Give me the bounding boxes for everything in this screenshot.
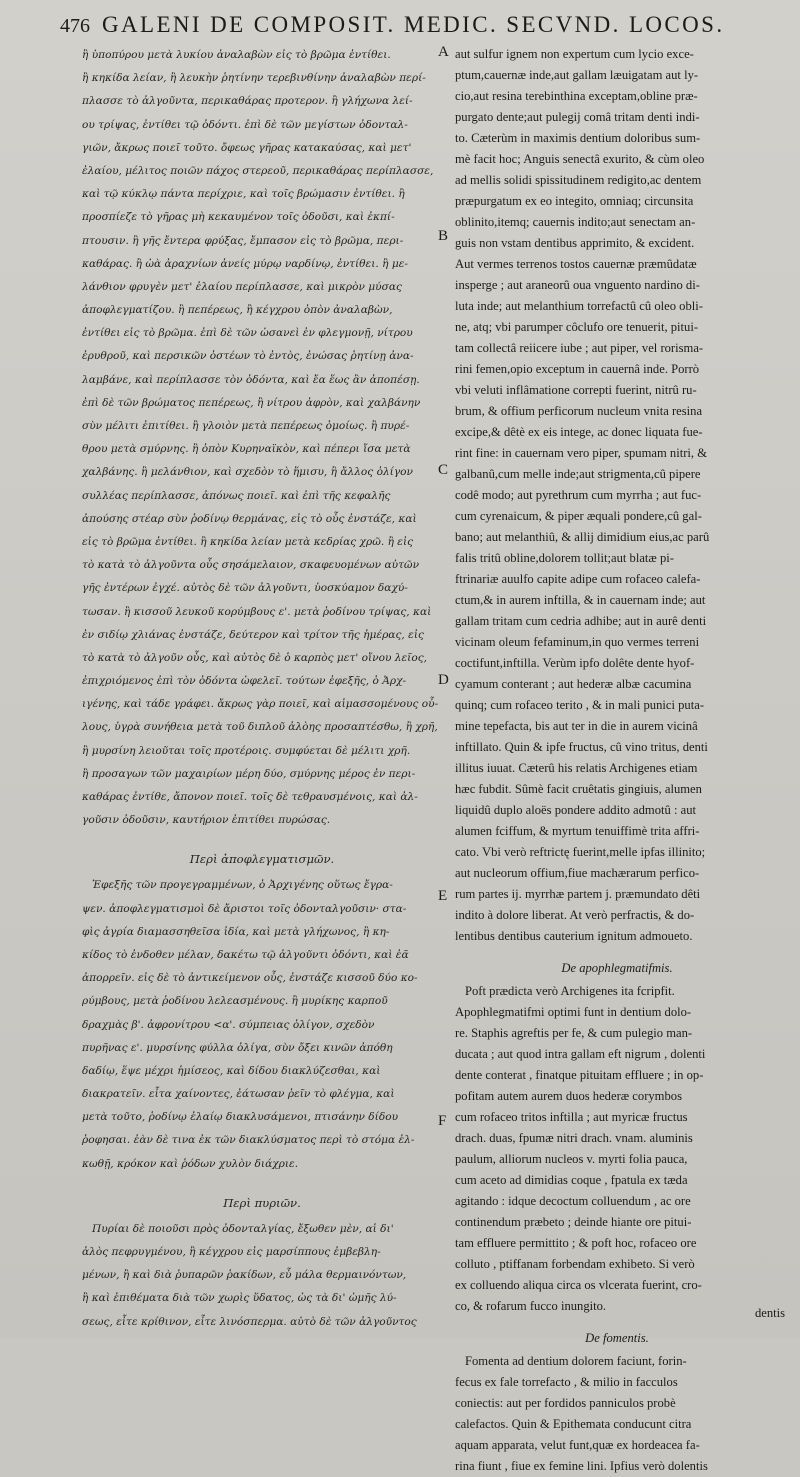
greek-text-line: ἐλαίου, μέλιτος ποιῶν πάχος στερεοῦ, περικαθάρας περίπλασσε, bbox=[82, 164, 434, 177]
latin-text-line: fecus ex fale torrefacto , & milio in facculos bbox=[455, 1375, 678, 1389]
greek-text-line: ἐρυθροῦ, καὶ περσικῶν ὀστέων τὸ ἐντὸς, ἐνώσας ῥητίνῃ ἀνα- bbox=[82, 350, 414, 363]
margin-letter-c: C bbox=[438, 462, 449, 478]
latin-text-line: paulum, alliorum nucleos v. myrti folia pauca, bbox=[455, 1152, 688, 1166]
greek-text-line: ἢ καὶ ἐπιθέματα διὰ τῶν χωρὶς ὕδατος, ὡς τὰ δι' ὠμῆς λύ- bbox=[82, 1292, 397, 1305]
latin-text-line: luta inde; aut melanthium torrefactû cû oleo obli- bbox=[455, 299, 703, 313]
greek-text-line: ἐπιχριόμενος ἐπὶ τὸν ὀδόντα ὠφελεῖ. τούτων ἐφεξῆς, ὁ Ἀρχ- bbox=[82, 675, 407, 688]
latin-text-line: rum partes ij. myrrhæ partem j. præmundato dêti bbox=[455, 887, 701, 901]
latin-text-line: continendum præbeto ; deinde hiante ore pitui- bbox=[455, 1215, 692, 1229]
greek-text-line: δαδίῳ, ἕψε μέχρι ἡμίσεος, καὶ δίδου διακλύζεσθαι, καὶ bbox=[82, 1064, 381, 1077]
greek-column bbox=[82, 44, 442, 1334]
latin-text-line: ex colluendo aliqua circa os vlcerata fuerint, cro- bbox=[455, 1278, 702, 1292]
greek-text-line: ἐπὶ δὲ τῶν βρώματος πεπέρεως, ἢ νίτρου ἀφρὸν, καὶ χαλβάνην bbox=[82, 396, 421, 409]
latin-text-line: Aut vermes terrenos tostos cauernæ præmûdatæ bbox=[455, 257, 697, 271]
greek-text-line: εἰς τὸ βρῶμα ἐντίθει. ἢ κηκίδα λείαν μετὰ κεδρίας χρῶ. ἢ εἰς bbox=[82, 535, 414, 548]
latin-text-line: coctifunt,inftilla. Verùm ipfo dolête dente hyof- bbox=[455, 656, 695, 670]
latin-text-line: agitando : idque decoctum colluendum , ac ore bbox=[455, 1194, 691, 1208]
greek-text-line: συλλέας περίπλασσε, ἀπόνως ποιεῖ. καὶ ἐπὶ τῆς κεφαλῆς bbox=[82, 489, 391, 502]
latin-text-line: brum, & offium perficorum nucleum vnita resina bbox=[455, 404, 703, 418]
greek-text-line: Πυρίαι δὲ ποιοῦσι πρὸς ὀδονταλγίας, ἔξωθεν μὲν, αἱ δι' bbox=[92, 1222, 394, 1235]
latin-text-line: rina fiunt , fiue ex femine lini. Ipfius verò dolentis bbox=[455, 1459, 708, 1473]
greek-text-line: ἀποφλεγματίζου. ἢ πεπέρεως, ἢ κέγχρου ὀπὸν ἀναλαβὼν, bbox=[82, 304, 393, 317]
latin-text-line: rint fine: in cauernam vero piper, spumam nitri, & bbox=[455, 446, 707, 460]
latin-text-line: mine tepefacta, bis aut ter in die in aurem vicinâ bbox=[455, 719, 698, 733]
greek-text-line: σὺν μέλιτι ἐπιτίθει. ἢ γλοιὸν μετὰ πεπέρεως ὁμοίως. ἢ πυρέ- bbox=[82, 420, 410, 432]
greek-text-line: λάνθιον φρυγὲν μετ' ἐλαίου περίπλασσε, καὶ μικρὸν μύσας bbox=[82, 280, 402, 293]
latin-text-line: inftillato. Quin & ipfe fructus, cû vino tritus, denti bbox=[455, 740, 708, 754]
latin-text-line: ftrinariæ auulfo capite adipe cum rofaceo calefa- bbox=[455, 572, 701, 586]
greek-text-line: γιῶν, ἄκρως ποιεῖ τοῦτο. ὄφεως γῆρας κατακαύσας, καὶ μετ' bbox=[82, 141, 412, 154]
latin-text-line: bano; aut melanthiû, & allij dimidium eius,ac parû bbox=[455, 530, 710, 544]
greek-text-line: τὸ κατὰ τὸ ἀλγοῦντα οὖς σησάμελαιον, σκαφευομένων αὐτῶν bbox=[82, 559, 420, 572]
greek-text-line: πυρῆνας ε'. μυρσίνης φύλλα ὀλίγα, σὺν ὄξει κινῶν ἀπόθη bbox=[82, 1041, 393, 1054]
greek-text-line: ἢ μυρσίνη λειοῦται τοῖς προτέροις. συμφύεται δὲ μέλιτι χρῆ. bbox=[82, 744, 411, 757]
latin-text-line: insperge ; aut araneorû oua vnguento nardino di- bbox=[455, 278, 700, 292]
latin-text-line: aquam apparata, velut funt,quæ ex hordeacea fa- bbox=[455, 1438, 700, 1452]
greek-text-line: ἢ κηκίδα λείαν, ἢ λευκὴν ῥητίνην τερεβινθίνην ἀναλαβὼν περί- bbox=[82, 72, 426, 85]
greek-text-line: πλασσε τὸ ἀλγοῦντα, περικαθάρας προτερον. ἢ γλήχωνα λεί- bbox=[82, 95, 413, 108]
latin-text-line: hæc fubdit. Sûmè facit cruêtatis gingiuis, alumen bbox=[455, 782, 702, 796]
margin-letter-d: D bbox=[438, 672, 449, 688]
greek-text-line: καθάρας ἐντίθε, ἄπονον ποιεῖ. τοῖς δὲ τεθραυσμένοις, καὶ ἀλ- bbox=[82, 791, 418, 803]
latin-section-heading: De apophlegmatifmis. bbox=[561, 961, 673, 975]
greek-text-line: λους, ὑγρὰ συνήθεια μετὰ τοῦ διπλοῦ ἀλὸης προσαπτέσθω, ἢ χρῆ, bbox=[82, 721, 438, 734]
latin-text-line: cum cyrenaicum, & piper æquali pondere,cû gal- bbox=[455, 509, 702, 523]
greek-text-line: ψεν. ἀποφλεγματισμοὶ δὲ ἄριστοι τοῖς ὀδονταλγοῦσιν· στα- bbox=[82, 902, 407, 915]
latin-text-line: rini femen,opio exceptum in cauernâ inde. Porrò bbox=[455, 362, 700, 376]
latin-text-line: ptum,cauernæ inde,aut gallam læuigatam aut ly- bbox=[455, 68, 699, 82]
greek-text-line: λαμβάνε, καὶ περίπλασσε τὸν ὀδόντα, καὶ ἔα ἕως ἂν ἀποπέσῃ. bbox=[82, 373, 420, 386]
latin-text-line: vbi veluti inflâmatione correpti fuerint, nitrû ru- bbox=[455, 383, 697, 397]
latin-text-line: ad mellis solidi spissitudinem redigito,ac dentem bbox=[455, 173, 702, 187]
greek-text-line: σεως, εἶτε κρίθινον, εἶτε λινόσπερμα. αὐτὸ δὲ τῶν ἀλγοῦντος bbox=[82, 1315, 417, 1328]
latin-text-line: codê modo; aut pyrethrum cum myrrha ; aut fuc- bbox=[455, 488, 702, 502]
greek-text-line: γῆς ἐντέρων ἐγχέ. αὐτὸς δὲ τῶν ἀλγοῦντι, ὑοσκύαμον δαχύ- bbox=[82, 582, 408, 595]
greek-text-line: ρύμβους, μετὰ ῥοδίνου λελεασμένους. ἢ μυρίκης καρποῦ bbox=[82, 995, 388, 1008]
greek-text-line: ἁλὸς πεφρυγμένου, ἢ κέγχρου εἰς μαρσίππους ἐμβεβλη- bbox=[82, 1246, 381, 1258]
latin-text-line: lentibus dentibus cauterium ignitum admoueto. bbox=[455, 929, 693, 943]
margin-letter-a: A bbox=[438, 44, 449, 60]
latin-text-line: guis non vstam dentibus apprimito, & excident. bbox=[455, 236, 695, 250]
greek-text-line: ἢ προσαγων τῶν μαχαιρίων μέρη δύο, σμύρνης μέρος ἐν περι- bbox=[82, 767, 416, 780]
greek-text-line: κίδος τὸ ἐνδοθεν μέλαν, δακέτω τῷ ἀλγοῦντι ὀδόντι, καὶ ἐᾶ bbox=[82, 948, 409, 961]
running-head: GALENI DE COMPOSIT. MEDIC. SECVND. LOCOS. bbox=[102, 12, 725, 37]
latin-text-line: cyamum conterant ; aut hederæ albæ cacumina bbox=[455, 677, 692, 691]
margin-letter-e: E bbox=[438, 888, 448, 904]
latin-text-line: liquidû duplo aloës pondere addito admotû : aut bbox=[455, 803, 696, 817]
latin-text-line: tam collectâ reiicere iube ; aut piper, vel rorisma- bbox=[455, 341, 704, 355]
latin-text-line: gallam tritam cum cedria adhibe; aut in aurê denti bbox=[455, 614, 707, 628]
greek-text-line: ῥοφησαι. ἐὰν δὲ τινα ἐκ τῶν διακλύσματος περὶ τὸ στόμα ἑλ- bbox=[82, 1134, 415, 1147]
page-number: 476 bbox=[60, 15, 90, 37]
latin-text-line: aut nucleorum offium,fiue machærarum perfico- bbox=[455, 866, 700, 880]
greek-text-line: γοῦσιν ὀδοῦσιν, καυτήριον ἐπιτίθει πυρώσας. bbox=[82, 814, 331, 827]
latin-text-line: vicinam oleum fefaminum,in quo vermes terreni bbox=[455, 635, 700, 649]
latin-text-line: ducata ; aut quod intra gallam eft nigrum , dolenti bbox=[455, 1047, 706, 1061]
latin-text-line: calefactos. Quin & Epithemata conducunt citra bbox=[455, 1417, 692, 1431]
margin-letter-b: B bbox=[438, 228, 449, 244]
greek-section-heading: Περὶ πυριῶν. bbox=[223, 1195, 301, 1210]
latin-text-line: purgato dente;aut pulegij comâ tritam denti indi- bbox=[455, 110, 700, 124]
greek-text-line: ἀπούσης στέαρ σὺν ῥοδίνῳ θερμάνας, εἰς τὸ οὖς ἐνστάζε, καὶ bbox=[82, 512, 417, 525]
margin-letter-f: F bbox=[438, 1113, 447, 1129]
latin-text-line: indito à dolore liberat. At verò perfractis, & do- bbox=[455, 908, 695, 922]
latin-text-line: ctum,& in aurem inftilla, & in cauernam inde; aut bbox=[455, 593, 706, 607]
greek-text-line: θρου μετὰ σμύρνης. ἢ ὀπὸν Κυρηναϊκὸν, καὶ πέπερι ἴσα μετὰ bbox=[82, 443, 411, 456]
latin-text-line: to. Cæterùm in maximis dentium doloribus sum- bbox=[455, 131, 701, 145]
latin-text-line: quinq; cum rofaceo terito , & in mali punici puta- bbox=[455, 698, 705, 712]
latin-text-line: mè facit hoc; Anguis senectâ exurito, & cùm oleo bbox=[455, 152, 705, 166]
greek-text-line: μετὰ τοῦτο, ῥοδίνῳ ἐλαίῳ διακλυσάμενοι, πτισάνην δίδου bbox=[82, 1111, 399, 1124]
page-header bbox=[60, 12, 800, 42]
greek-text-line: καθάρας. ἢ ὠὰ ἀραχνίων ἀνείς μύρῳ ναρδίνῳ, ἐντίθει. ἢ με- bbox=[82, 257, 408, 270]
latin-text-line: coniectis: aut per fordidos panniculos probè bbox=[455, 1396, 676, 1410]
greek-text-line: ἐντίθει εἰς τὸ βρῶμα. ἐπὶ δὲ τῶν ὡσανεὶ ἐν φλεγμονῇ, νίτρου bbox=[82, 327, 413, 340]
latin-text-line: ne, atq; vbi parumper côclufo ore tenuerit, pitui- bbox=[455, 320, 699, 334]
greek-text-line: χαλβάνης. ἢ μελάνθιον, καὶ σχεδὸν τὸ ἥμισυ, ἢ ἄλλος ὀλίγον bbox=[82, 466, 413, 479]
latin-text-line: præpurgatum ex eo integito, omniaq; circunsita bbox=[455, 194, 694, 208]
latin-text-line: excipe,& dêtè ex eis intege, ac donec liquata fue- bbox=[455, 425, 703, 439]
greek-text-line: Ἐφεξῆς τῶν προγεγραμμένων, ὁ Ἀρχιγένης οὕτως ἔγρα- bbox=[92, 879, 393, 892]
latin-text-line: alumen fciffum, & myrtum tenuiffimè trita affri- bbox=[455, 824, 700, 838]
greek-section-heading: Περὶ ἀποφλεγματισμῶν. bbox=[189, 852, 335, 867]
latin-text-line: Poft prædicta verò Archigenes ita fcripfit. bbox=[465, 984, 675, 998]
latin-column bbox=[455, 44, 779, 1477]
latin-text-line: galbanû,cum melle inde;aut strigmenta,cû pipere bbox=[455, 467, 701, 481]
greek-text-line: ἀπορρεῖν. εἰς δὲ τὸ ἀντικείμενον οὖς, ἐνστάζε κισσοῦ δύο κο- bbox=[82, 972, 418, 985]
latin-text-line: cum rofaceo tritos inftilla ; aut myricæ fructus bbox=[455, 1110, 688, 1124]
latin-text-line: tam effluere permittito ; & poft hoc, rofaceo ore bbox=[455, 1236, 697, 1250]
latin-text-line: re. Staphis agreftis per fe, & cum pulegio man- bbox=[455, 1026, 693, 1040]
latin-text-line: aut sulfur ignem non expertum cum lycio exce- bbox=[455, 47, 694, 61]
greek-text-line: προσπίεζε τὸ γῆρας μὴ κεκαυμένον τοῖς ὀδοῦσι, καὶ ἐκπί- bbox=[82, 211, 395, 224]
greek-text-line: δραχμὰς β'. ἀφρονίτρου <α'. σύμπειας ὀλίγον, σχεδὸν bbox=[82, 1018, 375, 1031]
latin-text-line: cio,aut resina terebinthina exceptam,obline præ- bbox=[455, 89, 698, 103]
greek-text-line: τὸ κατὰ τὸ ἀλγοῦν οὖς, καὶ αὐτὸς δὲ ὁ καρπὸς μετ' οἴνου λεῖος, bbox=[82, 651, 428, 664]
latin-text-line: drach. duas, fpumæ nitri drach. vnam. aluminis bbox=[455, 1131, 693, 1145]
latin-text-line: Apophlegmatifmi optimi funt in dentium dolo- bbox=[455, 1005, 692, 1019]
latin-text-line: pofitam autem aurem duos hederæ corymbos bbox=[455, 1089, 682, 1103]
latin-text-line: Fomenta ad dentium dolorem faciunt, forin- bbox=[465, 1354, 687, 1368]
latin-text-line: cum aceto ad dimidias coque , fpatula ex tæda bbox=[455, 1173, 688, 1187]
greek-text-line: ου τρίψας, ἐντίθει τῷ ὀδόντι. ἐπὶ δὲ τῶν μεγίστων ὀδονταλ- bbox=[82, 118, 408, 131]
latin-text-line: cato. Vbi verò reftrictę fuerint,melle ipfas illinito; bbox=[455, 845, 706, 859]
latin-text-line: illitus iuuat. Cæterû his relatis Archigenes etiam bbox=[455, 761, 698, 775]
greek-text-line: τωσαν. ἢ κισσοῦ λευκοῦ κορύμβους ε'. μετὰ ῥοδίνου τρίψας, καὶ bbox=[82, 605, 432, 618]
latin-text-line: oblinito,itemq; cauernis indito;aut senectam an- bbox=[455, 215, 696, 229]
greek-text-line: διακρατεῖν. εἶτα χαίνοντες, ἐάτωσαν ῥεῖν τὸ φλέγμα, καὶ bbox=[82, 1088, 395, 1101]
latin-text-line: falis tritû obline,dolorem tollit;aut blatæ pi- bbox=[455, 551, 674, 565]
greek-text-line: κωθῇ, κρόκον καὶ ῥόδων χυλὸν διάχριε. bbox=[82, 1157, 299, 1170]
catchword: dentis bbox=[755, 1306, 786, 1320]
greek-text-line: ἢ ὑποπύρου μετὰ λυκίου ἀναλαβὼν εἰς τὸ βρῶμα ἐντίθει. bbox=[82, 49, 391, 61]
latin-section-heading: De fomentis. bbox=[585, 1331, 649, 1345]
latin-text-line: dente conterat , finatque pituitam effluere ; in op- bbox=[455, 1068, 704, 1082]
greek-text-line: φὶς ἀγρία διαμασσηθεῖσα ἰδία, καὶ μετὰ γλήχωνος, ἢ κη- bbox=[82, 925, 390, 938]
greek-text-line: πτουσιν. ἢ γῆς ἔντερα φρύξας, ἔμπασον εἰς τὸ βρῶμα, περι- bbox=[82, 234, 404, 247]
greek-text-line: ιγένης, καὶ τάδε γράφει. ἄκρως γὰρ ποιεῖ, καὶ αἱμασσομένους οὖ- bbox=[82, 698, 439, 711]
latin-text-line: colluto , ptiffanam forbendam exhibeto. Si verò bbox=[455, 1257, 695, 1271]
greek-text-line: μένων, ἢ καὶ διὰ ῥυπαρῶν ῥακίδων, εὖ μάλα θερμαινόντων, bbox=[82, 1269, 407, 1282]
greek-text-line: καὶ τῷ κύκλῳ πάντα περίχριε, καὶ τοῖς βρώμασιν ἐντίθει. ἢ bbox=[82, 188, 405, 201]
latin-text-line: co, & rofarum fucco inungito. bbox=[455, 1299, 607, 1313]
greek-text-line: ἐν σιδίῳ χλιάνας ἐνστάζε, δεύτερον καὶ τρίτον τῆς ἡμέρας, εἰς bbox=[82, 628, 424, 641]
